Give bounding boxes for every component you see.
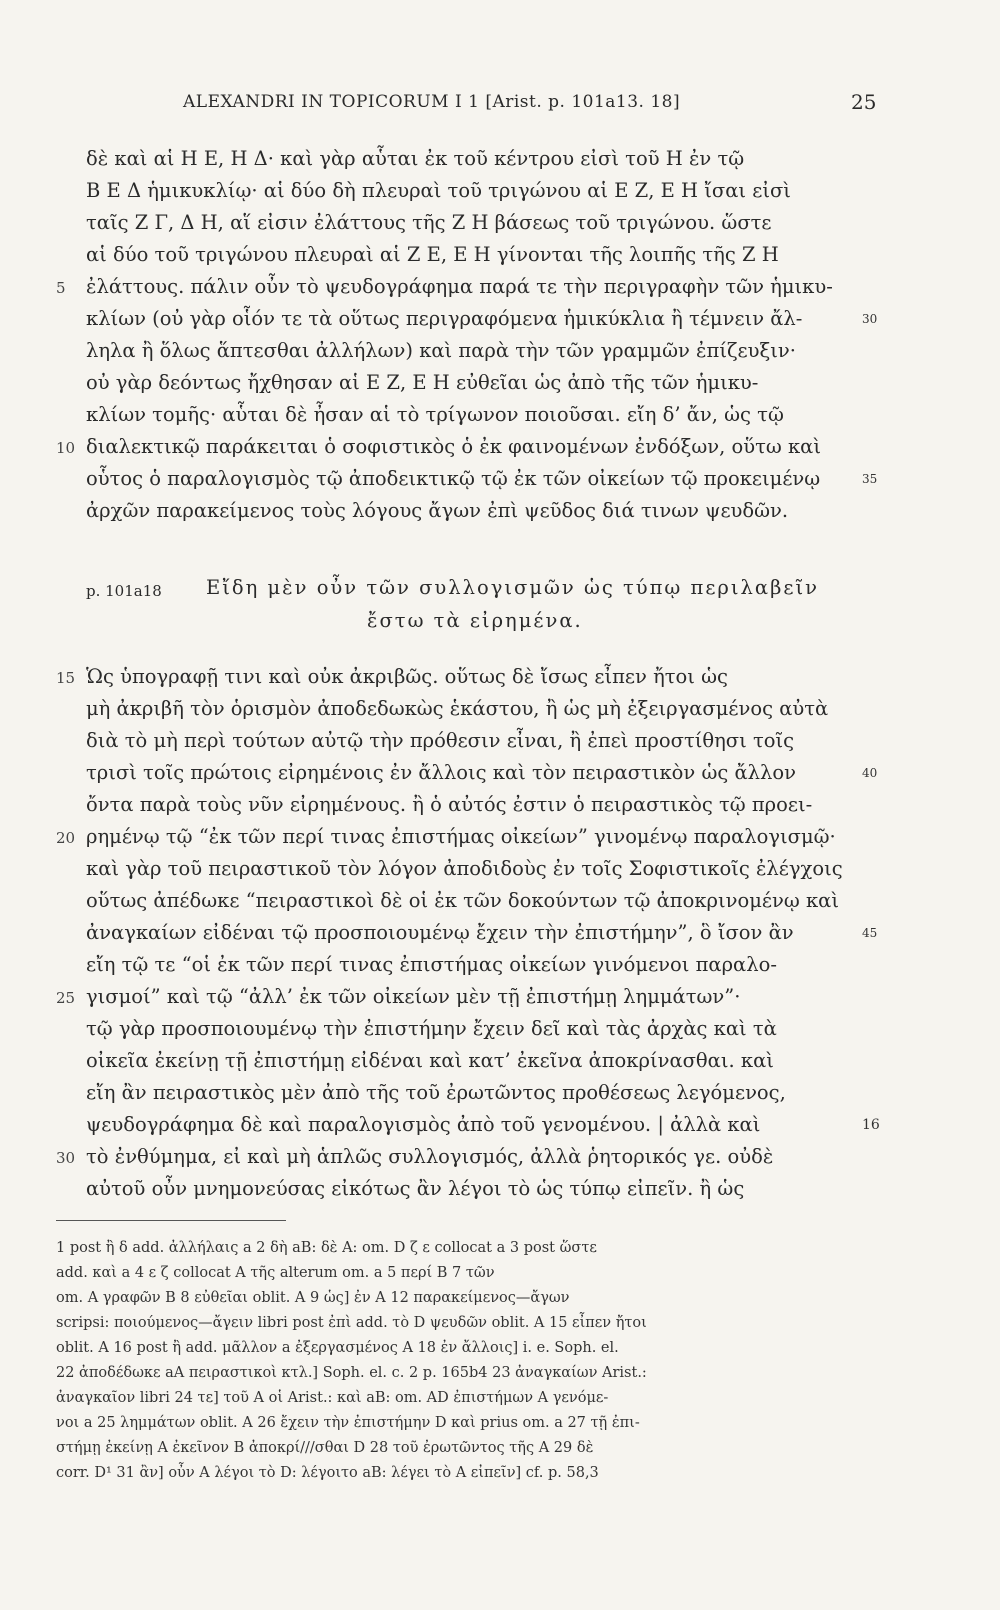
page-number: 25 — [851, 90, 877, 114]
running-header — [0, 92, 1000, 122]
line-number: 25 — [56, 989, 76, 1007]
margin-number: 16 — [862, 1117, 880, 1133]
footnote-line: oblit. A 16 post ἢ add. μᾶλλον a ἐξεργασμένος A 18 ἐν ἄλλοις] i. e. Soph. el. — [56, 1340, 619, 1356]
text-line: αὐτοῦ οὖν μνημονεύσας εἰκότως ἂν λέγοι τὸ ὡς τύπῳ εἰπεῖν. ἢ ὡς — [86, 1177, 745, 1200]
section-reference: p. 101a18 — [86, 582, 162, 600]
text-line: οὕτως ἀπέδωκε “πειραστικοὶ δὲ οἱ ἐκ τῶν δοκούντων τῷ ἀποκρινομένῳ καὶ — [86, 889, 839, 912]
footnote-line: 1 post ἢ δ add. ἀλλήλαις a 2 δὴ aB: δὲ A: om. D ζ ε collocat a 3 post ὥστε — [56, 1240, 597, 1256]
footnote-line: 22 ἀποδέδωκε aA πειραστικοὶ κτλ.] Soph. el. c. 2 p. 165b4 23 ἀναγκαίων Arist.: — [56, 1365, 647, 1381]
footnote-line: στήμῃ ἐκείνῃ A ἐκεῖνον B ἀποκρί///σθαι D 28 τοῦ ἐρωτῶντος τῆς A 29 δὲ — [56, 1440, 594, 1456]
section-title-continued: ἔστω τὰ εἰρημένα. — [367, 609, 583, 632]
text-line: εἴη ἂν πειραστικὸς μὲν ἀπὸ τῆς τοῦ ἐρωτῶντος προθέσεως λεγόμενος, — [86, 1081, 786, 1104]
line-number: 30 — [56, 1149, 76, 1167]
text-line: κλίων τομῆς· αὗται δὲ ἦσαν αἱ τὸ τρίγωνον ποιοῦσαι. εἴη δ’ ἄν, ὡς τῷ — [86, 403, 784, 426]
footnote-line: ἀναγκαῖον libri 24 τε] τοῦ A οἱ Arist.: καὶ aB: om. AD ἐπιστήμων A γενόμε- — [56, 1390, 609, 1406]
text-line: Ὡς ὑπογραφῇ τινι καὶ οὐκ ἀκριβῶς. οὕτως δὲ ἴσως εἶπεν ἤτοι ὡς — [86, 665, 728, 688]
line-number: 5 — [56, 279, 66, 297]
text-line: οὗτος ὁ παραλογισμὸς τῷ ἀποδεικτικῷ τῷ ἐκ τῶν οἰκείων τῷ προκειμένῳ — [86, 467, 821, 490]
text-line: κλίων (οὐ γὰρ οἷόν τε τὰ οὕτως περιγραφόμενα ἡμικύκλια ἢ τέμνειν ἄλ- — [86, 307, 803, 330]
line-number: 15 — [56, 669, 76, 687]
footnote-divider — [56, 1220, 286, 1221]
text-line: ἐλάττους. πάλιν οὖν τὸ ψευδογράφημα παρά τε τὴν περιγραφὴν τῶν ἡμικυ- — [86, 275, 833, 298]
text-line: διὰ τὸ μὴ περὶ τούτων αὐτῷ τὴν πρόθεσιν εἶναι, ἢ ἐπεὶ προστίθησι τοῖς — [86, 729, 795, 752]
header-title: ALEXANDRI IN TOPICORUM I 1 [Arist. p. 101a13. 18] — [183, 92, 681, 112]
text-line: γισμοί” καὶ τῷ “ἀλλ’ ἐκ τῶν οἰκείων μὲν τῇ ἐπιστήμῃ λημμάτων”· — [86, 985, 741, 1008]
section-title: Εἴδη μὲν οὖν τῶν συλλογισμῶν ὡς τύπῳ περιλαβεῖν — [206, 576, 819, 599]
text-line: ὄντα παρὰ τοὺς νῦν εἰρημένους. ἢ ὁ αὐτός ἐστιν ὁ πειραστικὸς τῷ προει- — [86, 793, 813, 816]
text-line: ταῖς Ζ Γ, Δ Η, αἵ εἰσιν ἐλάττους τῆς Ζ Η βάσεως τοῦ τριγώνου. ὥστε — [86, 211, 772, 234]
text-line: ἀναγκαίων εἰδέναι τῷ προσποιουμένῳ ἔχειν τὴν ἐπιστήμην”, ὃ ἴσον ἂν — [86, 921, 794, 944]
text-line: ρημένῳ τῷ “ἐκ τῶν περί τινας ἐπιστήμας οἰκείων” γινομένῳ παραλογισμῷ· — [86, 825, 836, 848]
text-line: ἀρχῶν παρακείμενος τοὺς λόγους ἄγων ἐπὶ ψεῦδος διά τινων ψευδῶν. — [86, 499, 789, 522]
text-line: τῷ γὰρ προσποιουμένῳ τὴν ἐπιστήμην ἔχειν δεῖ καὶ τὰς ἀρχὰς καὶ τὰ — [86, 1017, 777, 1040]
text-line: αἱ δύο τοῦ τριγώνου πλευραὶ αἱ Ζ Ε, Ε Η γίνονται τῆς λοιπῆς τῆς Ζ Η — [86, 243, 779, 266]
footnote-line: νοι a 25 λημμάτων oblit. A 26 ἔχειν τὴν ἐπιστήμην D καὶ prius om. a 27 τῇ ἐπι- — [56, 1415, 640, 1431]
text-line: δὲ καὶ αἱ Η Ε, Η Δ· καὶ γὰρ αὗται ἐκ τοῦ κέντρου εἰσὶ τοῦ Η ἐν τῷ — [86, 147, 745, 170]
text-line: ληλα ἢ ὅλως ἅπτεσθαι ἀλλήλων) καὶ παρὰ τὴν τῶν γραμμῶν ἐπίζευξιν· — [86, 339, 796, 362]
text-line: Β Ε Δ ἡμικυκλίῳ· αἱ δύο δὴ πλευραὶ τοῦ τριγώνου αἱ Ε Ζ, Ε Η ἴσαι εἰσὶ — [86, 179, 791, 202]
margin-number: 40 — [862, 766, 878, 780]
text-line: εἴη τῷ τε “οἱ ἐκ τῶν περί τινας ἐπιστήμας οἰκείων γινόμενοι παραλο- — [86, 953, 777, 976]
text-line: οἰκεῖα ἐκείνῃ τῇ ἐπιστήμῃ εἰδέναι καὶ κατ’ ἐκεῖνα ἀποκρίνασθαι. καὶ — [86, 1049, 774, 1072]
text-line: μὴ ἀκριβῆ τὸν ὁρισμὸν ἀποδεδωκὼς ἑκάστου, ἢ ὡς μὴ ἐξειργασμένος αὐτὰ — [86, 697, 829, 720]
footnote-line: scripsi: ποιούμενος—ἄγειν libri post ἐπὶ add. τὸ D ψευδῶν oblit. A 15 εἶπεν ἤτοι — [56, 1315, 647, 1331]
footnote-line: add. καὶ a 4 ε ζ collocat A τῆς alterum om. a 5 περί B 7 τῶν — [56, 1265, 495, 1281]
text-line: καὶ γὰρ τοῦ πειραστικοῦ τὸν λόγον ἀποδιδοὺς ἐν τοῖς Σοφιστικοῖς ἐλέγχοις — [86, 857, 843, 880]
text-line: οὐ γὰρ δεόντως ἤχθησαν αἱ Ε Ζ, Ε Η εὐθεῖαι ὡς ἀπὸ τῆς τῶν ἡμικυ- — [86, 371, 759, 394]
text-line: διαλεκτικῷ παράκειται ὁ σοφιστικὸς ὁ ἐκ φαινομένων ἐνδόξων, οὕτω καὶ — [86, 435, 821, 458]
text-line: τρισὶ τοῖς πρώτοις εἰρημένοις ἐν ἄλλοις καὶ τὸν πειραστικὸν ὡς ἄλλον — [86, 761, 796, 784]
line-number: 10 — [56, 439, 76, 457]
text-line: τὸ ἐνθύμημα, εἰ καὶ μὴ ἁπλῶς συλλογισμός, ἀλλὰ ῥητορικός γε. οὐδὲ — [86, 1145, 774, 1168]
margin-number: 45 — [862, 926, 878, 940]
text-line: ψευδογράφημα δὲ καὶ παραλογισμὸς ἀπὸ τοῦ γενομένου. | ἀλλὰ καὶ — [86, 1113, 761, 1136]
line-number: 20 — [56, 829, 76, 847]
footnote-line: corr. D¹ 31 ἂν] οὖν A λέγοι τὸ D: λέγοιτο aB: λέγει τὸ A εἰπεῖν] cf. p. 58,3 — [56, 1465, 599, 1481]
margin-number: 35 — [862, 472, 878, 486]
footnote-line: om. A γραφῶν B 8 εὐθεῖαι oblit. A 9 ὡς] ἐν A 12 παρακείμενος—ἄγων — [56, 1290, 570, 1306]
margin-number: 30 — [862, 312, 878, 326]
